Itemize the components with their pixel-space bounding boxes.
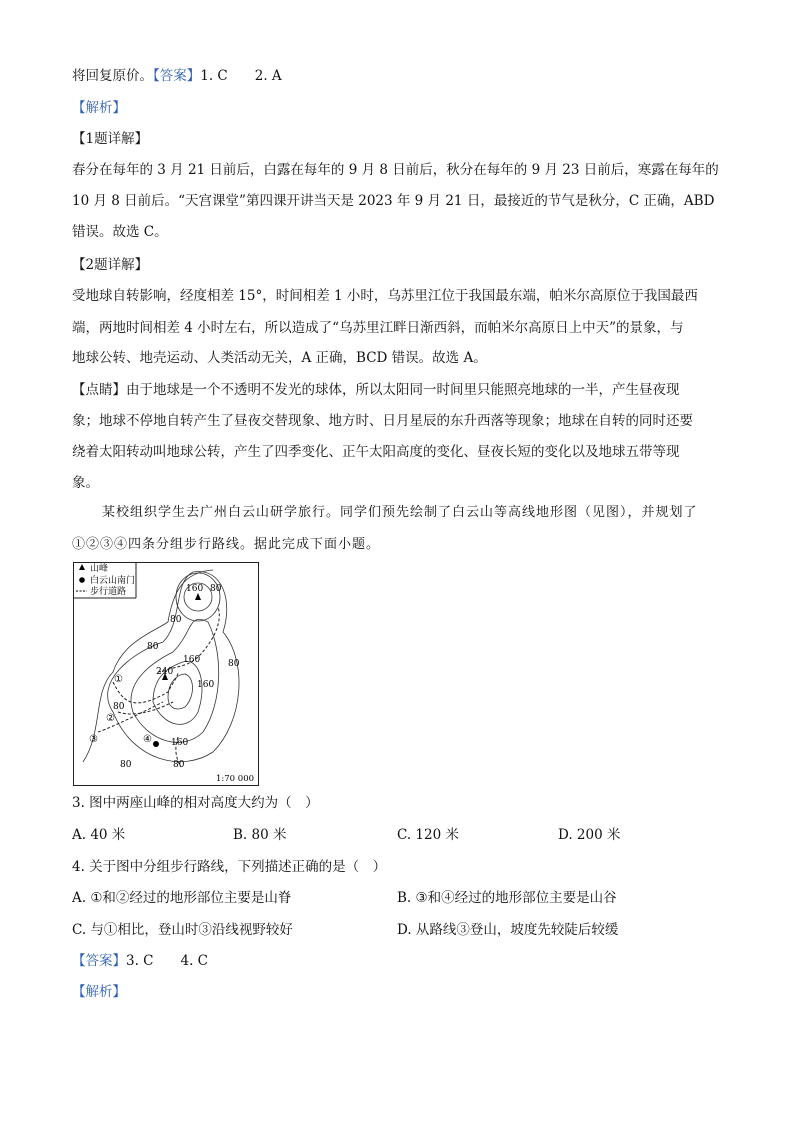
paragraph: 象。 xyxy=(72,475,99,491)
q2-heading: 【2题详解】 xyxy=(72,257,149,273)
map-scale: 1:70 000 xyxy=(216,774,255,784)
answers: 1. C 2. A xyxy=(200,68,282,84)
contour-label: 80 xyxy=(120,760,132,770)
q1-heading: 【1题详解】 xyxy=(72,131,149,147)
passage: ①②③④四条分组步行路线。据此完成下面小题。 xyxy=(72,537,381,552)
paragraph: 地球公转、地壳运动、人类活动无关，A 正确，BCD 错误。故选 A。 xyxy=(72,350,487,366)
contour-label: 80 xyxy=(170,615,182,625)
answers: 3. C 4. C xyxy=(126,953,209,969)
q4-option-d: D. 从路线③登山，坡度先较陡后较缓 xyxy=(397,922,619,938)
q3-stem: 3. 图中两座山峰的相对高度大约为（ ） xyxy=(72,795,319,811)
text: 将回复原价。 xyxy=(72,68,153,84)
contour-label: 160 xyxy=(197,680,215,690)
legend-peak: 山峰 xyxy=(90,564,109,574)
route-3-marker: ③ xyxy=(89,734,98,745)
q4-option-b: B. ③和④经过的地形部位主要是山谷 xyxy=(397,890,617,906)
gate-icon xyxy=(153,741,159,747)
paragraph: 春分在每年的 3 月 21 日前后，白露在每年的 9 月 8 日前后，秋分在每年的 9 月 23 日前后，寒露在每年的 xyxy=(72,162,719,178)
contour-label: 160 xyxy=(183,655,201,665)
paragraph: 受地球自转影响，经度相差 15°，时间相差 1 小时，乌苏里江位于我国最东端，帕米尔高原位于我国最西 xyxy=(72,288,698,304)
legend-gate: 白云山南门 xyxy=(90,576,136,586)
paragraph: 端，两地时间相差 4 小时左右，所以造成了“乌苏里江畔日渐西斜，而帕米尔高原日上中天”的景象，与 xyxy=(72,320,684,336)
paragraph: 错误。故选 C。 xyxy=(72,224,168,240)
contour-label: 240 xyxy=(156,667,174,677)
passage: 某校组织学生去广州白云山研学旅行。同学们预先绘制了白云山等高线地形图（见图），并规划了 xyxy=(102,505,698,520)
q4-stem: 4. 关于图中分组步行路线，下列描述正确的是（ ） xyxy=(72,859,387,875)
q4-option-a: A. ①和②经过的地形部位主要是山脊 xyxy=(72,890,292,906)
answer-tag: 【答案】 xyxy=(153,68,201,84)
tip-tag: 【点睛】 xyxy=(72,382,126,398)
text: 由于地球是一个不透明不发光的球体，所以太阳同一时间里只能照亮地球的一半，产生昼夜现 xyxy=(126,382,680,398)
q3-option-a: A. 40 米 xyxy=(72,827,126,843)
q3-option-b: B. 80 米 xyxy=(233,827,287,843)
contour-label: 80 xyxy=(210,584,222,594)
analysis-heading: 【解析】 xyxy=(72,984,126,1000)
contour-label: 80 xyxy=(147,642,159,652)
paragraph: 象；地球不停地自转产生了昼夜交替现象、地方时、日月星辰的东升西落等现象；地球在自转的同时还要 xyxy=(72,413,693,429)
analysis-heading: 【解析】 xyxy=(72,100,126,116)
contour-map xyxy=(73,562,259,786)
answer-line-2 xyxy=(72,951,208,971)
q4-option-c: C. 与①相比，登山时③沿线视野较好 xyxy=(72,922,293,938)
contour-label: 160 xyxy=(171,738,189,748)
gate-icon xyxy=(79,577,85,583)
contour-label: 80 xyxy=(113,702,125,712)
paragraph: 绕着太阳转动叫地球公转，产生了四季变化、正午太阳高度的变化、昼夜长短的变化以及地球五带等现 xyxy=(72,444,680,460)
route-2-marker: ② xyxy=(106,713,115,724)
answer-line-1 xyxy=(72,66,282,86)
legend-route: 步行道路 xyxy=(90,587,127,597)
q3-option-c: C. 120 米 xyxy=(397,827,459,843)
contour-label: 80 xyxy=(173,760,185,770)
tip-paragraph xyxy=(72,380,680,400)
contour-label: 80 xyxy=(228,659,240,669)
route-1-marker: ① xyxy=(114,674,123,685)
q3-option-d: D. 200 米 xyxy=(558,827,621,843)
route-4-marker: ④ xyxy=(143,734,152,745)
answer-tag: 【答案】 xyxy=(72,953,126,969)
paragraph: 10 月 8 日前后。“天宫课堂”第四课开讲当天是 2023 年 9 月 21 日，最接近的节气是秋分，C 正确，ABD xyxy=(72,193,715,209)
contour-label: 160 xyxy=(186,584,204,594)
